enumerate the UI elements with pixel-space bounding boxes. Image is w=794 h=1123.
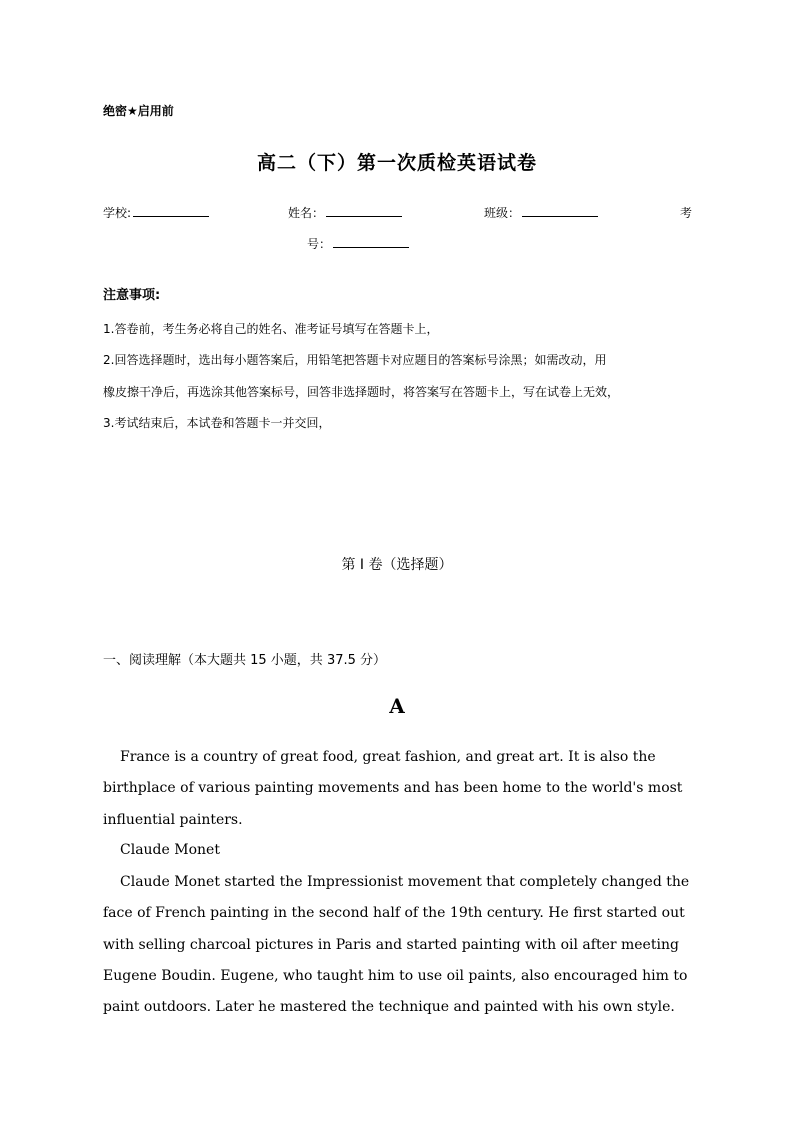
class-label: 班级： — [484, 206, 521, 220]
passage-body — [103, 867, 703, 1023]
passage-intro — [103, 742, 703, 836]
part-title: 第 I 卷（选择题） — [341, 557, 453, 573]
exam-number-field — [307, 235, 409, 252]
notice-item-3: 3.考试结束后，本试卷和答题卡一并交回， — [103, 416, 331, 430]
passage-letter: A — [389, 694, 405, 718]
name-blank — [326, 204, 402, 217]
school-blank — [133, 204, 209, 217]
name-label: 姓名： — [288, 206, 325, 220]
passage-intro-text: France is a country of great food, great fashion, and great art. It is also the birthplace of various painting movements and has been home to the world's most influential painters. — [103, 749, 683, 828]
school-field — [103, 204, 209, 221]
exam-number-label-part1: 考 — [680, 206, 693, 220]
section-title: 一、阅读理解（本大题共 15 小题，共 37.5 分） — [103, 653, 387, 668]
notice-item-1: 1.答卷前，考生务必将自己的姓名、准考证号填写在答题卡上， — [103, 322, 439, 336]
name-field — [288, 204, 402, 221]
confidential-label: 绝密★启用前 — [103, 104, 174, 118]
school-label: 学校: — [103, 206, 132, 220]
notice-item-2: 2.回答选择题时，选出每小题答案后，用铅笔把答题卡对应题目的答案标号涂黑；如需改动，用 — [103, 353, 607, 367]
passage-body-text: Claude Monet started the Impressionist movement that completely changed the face of French painting in the second half of the 19th century. He first started out with selling charcoal pictures in Paris and started painting with oil after meeting Eugene Boudin. Eugene, who taught him to use oil paints, also encouraged him to paint outdoors. Later he mastered the technique and painted with his own style. — [103, 874, 690, 1016]
notice-item-2-cont: 橡皮擦干净后，再选涂其他答案标号，回答非选择题时，将答案写在答题卡上，写在试卷上无效， — [103, 385, 620, 399]
exam-number-blank — [333, 235, 409, 248]
passage-subheading: Claude Monet — [120, 842, 220, 858]
class-blank — [522, 204, 598, 217]
exam-number-label-part2: 号： — [307, 237, 332, 251]
exam-title: 高二（下）第一次质检英语试卷 — [256, 152, 537, 174]
class-field — [484, 204, 598, 221]
notice-title: 注意事项: — [103, 288, 161, 303]
